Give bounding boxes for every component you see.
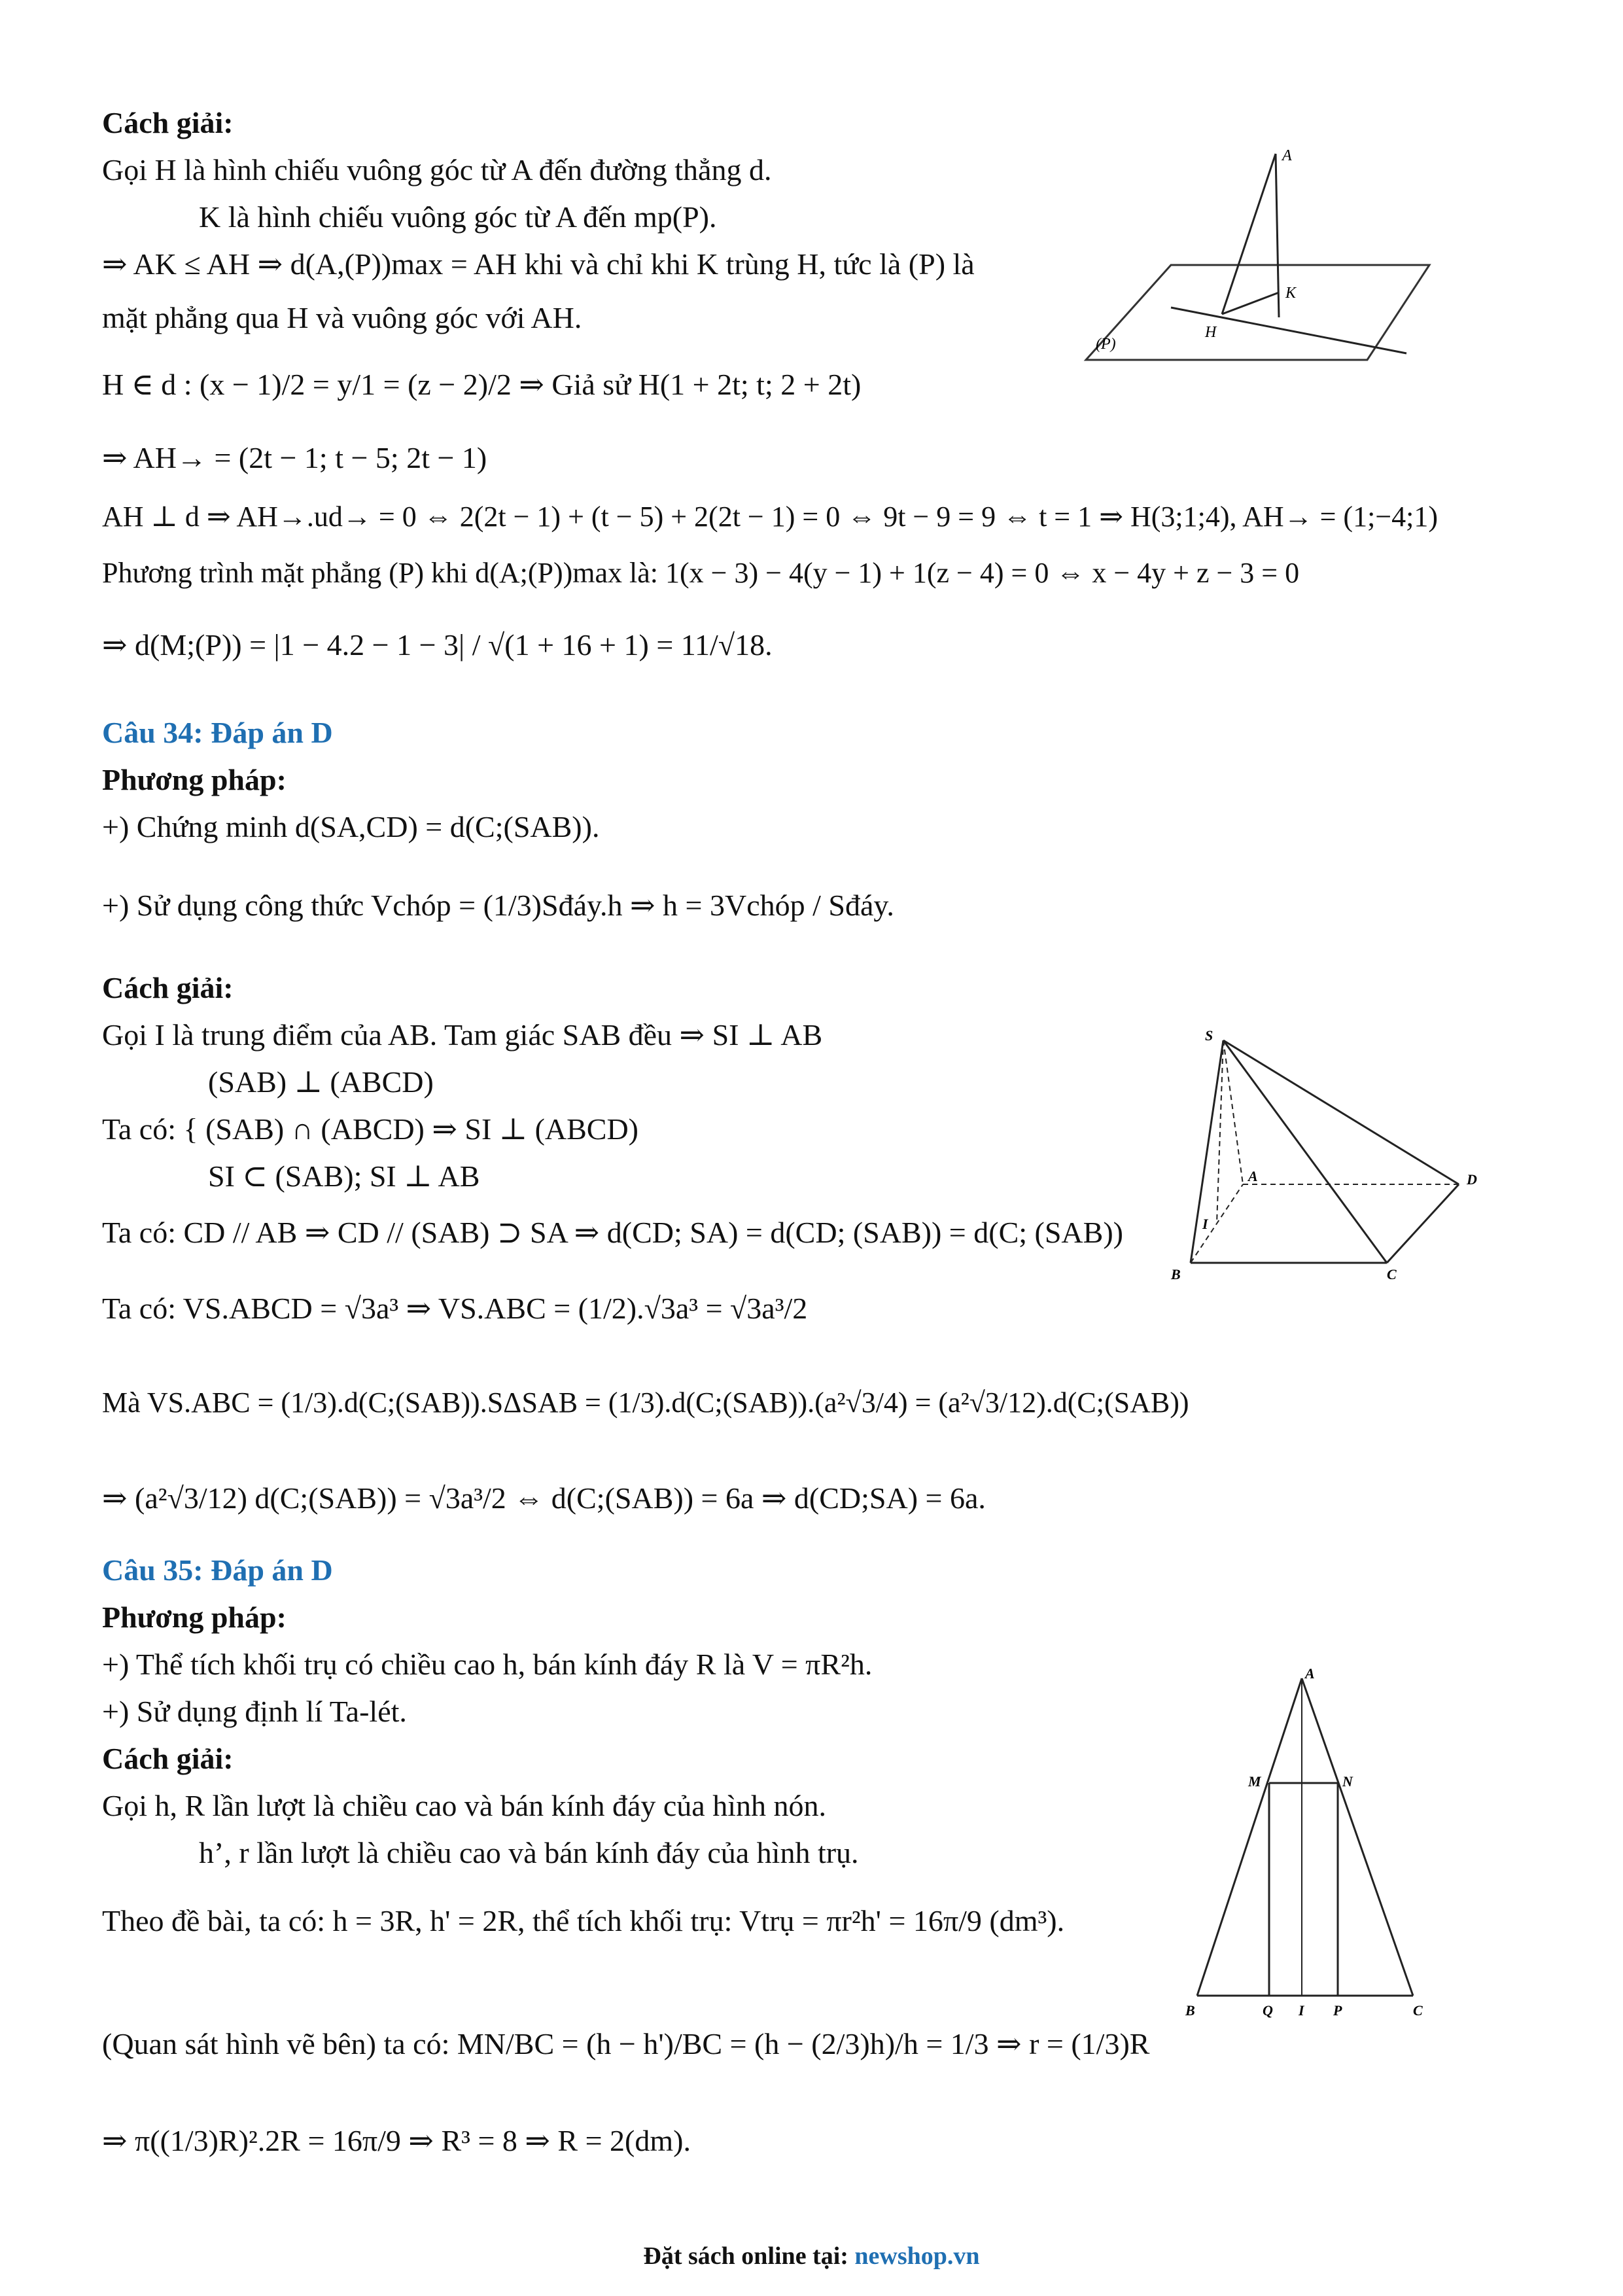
heading-solution: Cách giải:	[102, 971, 234, 1004]
label-a: A	[1248, 1168, 1258, 1184]
math-line: (Quan sát hình vẽ bên) ta có: MN/BC = (h − h')/BC = (h − (2/3)h)/h = 1/3 ⇒ r = (1/3)R	[102, 2027, 1150, 2060]
footer-site-link[interactable]: newshop.vn	[854, 2242, 980, 2270]
edge-ab	[1197, 1678, 1302, 1996]
math-line: ⇒ AK ≤ AH ⇒ d(A,(P))max = AH khi và chỉ khi K trùng H, tức là (P) là	[102, 247, 975, 281]
math-line: ⇒ AH→ = (2t − 1; t − 5; 2t − 1)	[102, 441, 487, 474]
edge-sd	[1223, 1040, 1459, 1184]
heading-solution: Cách giải:	[102, 1742, 234, 1775]
label-c: C	[1387, 1266, 1397, 1282]
edge-ab	[1191, 1184, 1243, 1263]
math-line: Ta có: VS.ABCD = √3a³ ⇒ VS.ABC = (1/2).√3a³ = √3a³/2	[102, 1292, 808, 1325]
heading-method: Phương pháp:	[102, 763, 287, 796]
label-i: I	[1299, 2002, 1304, 2019]
text-line: h’, r lần lượt là chiều cao và bán kính đáy của hình trụ.	[199, 1836, 859, 1869]
math-line: ⇒ d(M;(P)) = |1 − 4.2 − 1 − 3| / √(1 + 16 + 1) = 11/√18.	[102, 628, 773, 662]
edge-ac	[1302, 1678, 1413, 1996]
system-line: (SAB) ⊥ (ABCD)	[208, 1065, 434, 1099]
label-b: B	[1171, 1266, 1181, 1282]
text-line: +) Thể tích khối trụ có chiều cao h, bán kính đáy R là V = πR²h.	[102, 1648, 873, 1681]
label-n: N	[1342, 1773, 1353, 1790]
segment-hk	[1222, 292, 1279, 314]
footer-prefix: Đặt sách online tại:	[643, 2242, 855, 2270]
question-34-heading: Câu 34: Đáp án D	[102, 716, 333, 749]
figure-cone-cylinder	[1171, 1662, 1459, 2028]
text-line: +) Sử dụng định lí Ta-lét.	[102, 1695, 407, 1728]
label-c: C	[1413, 2002, 1423, 2019]
label-a: A	[1282, 147, 1292, 164]
math-line: Ta có: CD // AB ⇒ CD // (SAB) ⊃ SA ⇒ d(CD; SA) = d(CD; (SAB)) = d(C; (SAB))	[102, 1216, 1123, 1249]
question-35-heading: Câu 35: Đáp án D	[102, 1553, 333, 1587]
heading-method: Phương pháp:	[102, 1600, 287, 1634]
label-a: A	[1305, 1665, 1315, 1682]
segment-ak	[1222, 154, 1276, 314]
figure-plane-projection	[1066, 141, 1485, 366]
label-h: H	[1205, 324, 1217, 341]
math-line: Phương trình mặt phẳng (P) khi d(A;(P))max là: 1(x − 3) − 4(y − 1) + 1(z − 4) = 0 ⇔ x − 4y + z − 3 = 0	[102, 557, 1300, 589]
text-line: K là hình chiếu vuông góc từ A đến mp(P).	[199, 200, 717, 234]
text-line: Gọi h, R lần lượt là chiều cao và bán kính đáy của hình nón.	[102, 1789, 826, 1822]
plane-p	[1086, 265, 1429, 360]
system-line: Ta có: { (SAB) ∩ (ABCD) ⇒ SI ⊥ (ABCD)	[102, 1112, 639, 1146]
label-k: K	[1285, 285, 1297, 302]
label-q: Q	[1263, 2002, 1273, 2019]
text-line: mặt phẳng qua H và vuông góc với AH.	[102, 301, 582, 334]
math-line: H ∈ d : (x − 1)/2 = y/1 = (z − 2)/2 ⇒ Giả sử H(1 + 2t; t; 2 + 2t)	[102, 368, 862, 401]
text-line: Gọi H là hình chiếu vuông góc từ A đến đường thẳng d.	[102, 153, 772, 186]
math-line: +) Sử dụng công thức Vchóp = (1/3)Sđáy.h ⇒ h = 3Vchóp / Sđáy.	[102, 889, 894, 922]
footer	[0, 2242, 1623, 2270]
edge-sc	[1223, 1040, 1387, 1263]
system-line: SI ⊂ (SAB); SI ⊥ AB	[208, 1159, 480, 1193]
heading-solution: Cách giải:	[102, 106, 234, 139]
math-line: AH ⊥ d ⇒ AH→.ud→ = 0 ⇔ 2(2t − 1) + (t − 5) + 2(2t − 1) = 0 ⇔ 9t − 9 = 9 ⇔ t = 1 ⇒ H(3;1;4), AH→ = (1;−4;1)	[102, 501, 1439, 533]
figure-pyramid	[1151, 1021, 1492, 1296]
math-line: Theo đề bài, ta có: h = 3R, h' = 2R, thể tích khối trụ: Vtrụ = πr²h' = 16π/9 (dm³).	[102, 1904, 1065, 1937]
label-p: P	[1333, 2002, 1342, 2019]
label-i: I	[1202, 1216, 1208, 1232]
label-b: B	[1185, 2002, 1195, 2019]
label-m: M	[1248, 1773, 1261, 1790]
label-s: S	[1205, 1027, 1213, 1044]
text-line: Gọi I là trung điểm của AB. Tam giác SAB đều ⇒ SI ⊥ AB	[102, 1018, 823, 1051]
edge-cd	[1387, 1184, 1459, 1263]
text-line: +) Chứng minh d(SA,CD) = d(C;(SAB)).	[102, 810, 600, 843]
math-line: Mà VS.ABC = (1/3).d(C;(SAB)).SΔSAB = (1/3).d(C;(SAB)).(a²√3/4) = (a²√3/12).d(C;(SAB))	[102, 1386, 1189, 1419]
label-p: (P)	[1096, 336, 1116, 353]
math-line: ⇒ (a²√3/12) d(C;(SAB)) = √3a³/2 ⇔ d(C;(SAB)) = 6a ⇒ d(CD;SA) = 6a.	[102, 1481, 986, 1515]
math-line: ⇒ π((1/3)R)².2R = 16π/9 ⇒ R³ = 8 ⇒ R = 2(dm).	[102, 2124, 691, 2157]
label-d: D	[1467, 1171, 1477, 1188]
